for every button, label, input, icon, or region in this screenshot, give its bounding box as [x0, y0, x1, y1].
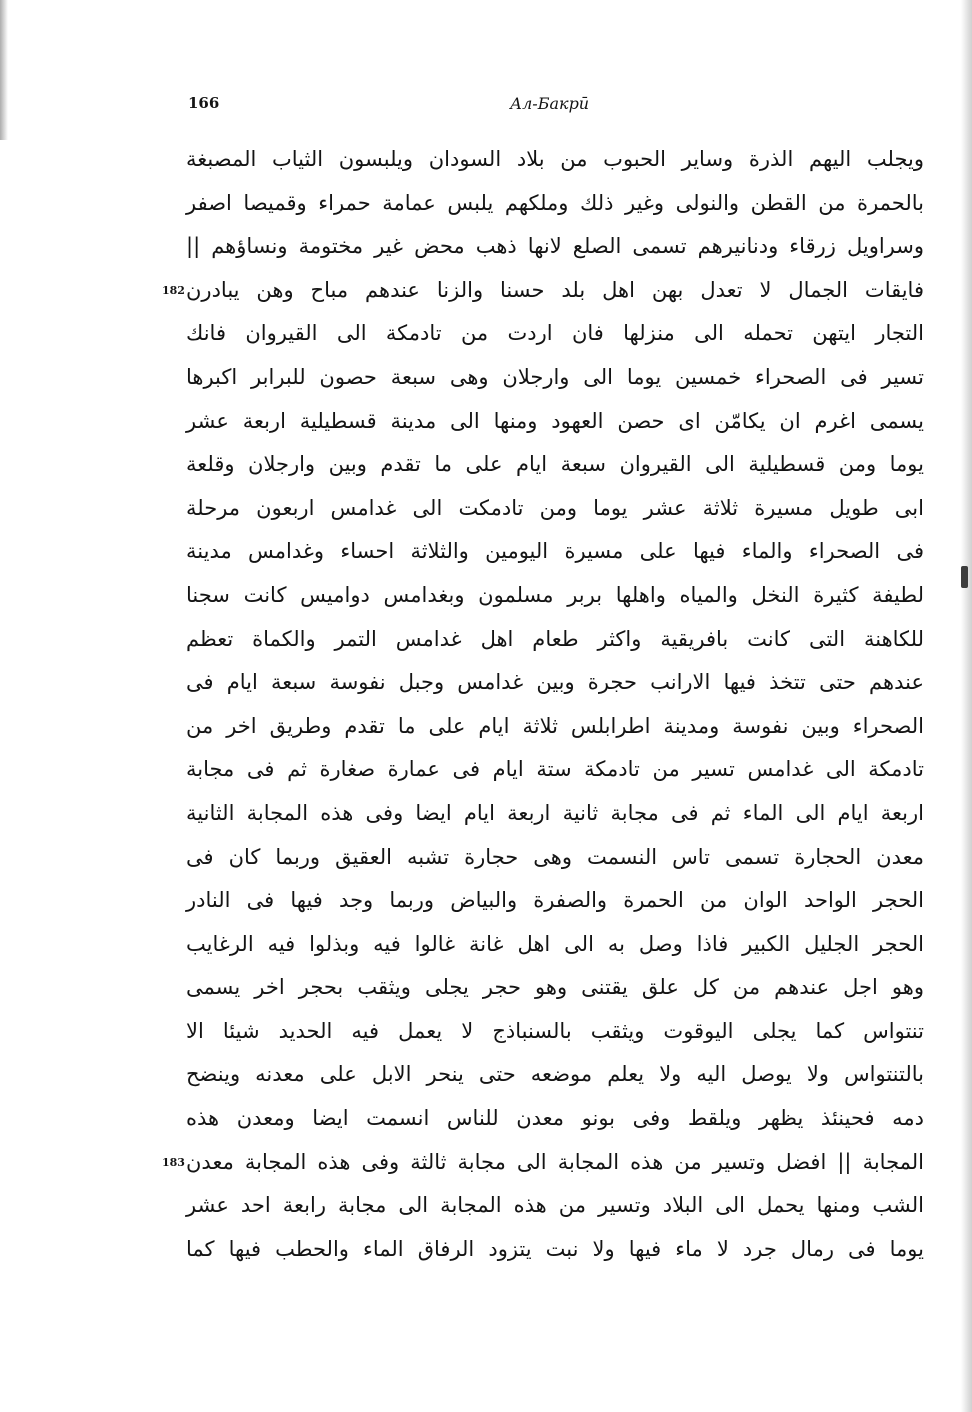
line-text: التجار ايتهن تحمله الى منزلها فان اردت من تادمكة الى القيروان فانك — [186, 321, 924, 346]
line-text: وسراويل زرقاء ودنانيرهم تسمى الصلع لانها ذهب محض غير مختومة ونساؤهم || — [186, 234, 924, 259]
text-line — [186, 443, 924, 487]
line-text: يسمى اغرم ان يكامّن اى حصن العهود ومنها الى مدينة قسطيلية اربعة عشر — [186, 408, 924, 433]
line-text: الشب ومنها يحمل الى البلاد وتسير من هذه المجابة الى مجابة رابعة احد عشر — [186, 1193, 924, 1218]
margin-page-marker: 183 — [162, 1155, 185, 1169]
scan-edge-shadow-right — [958, 0, 972, 1412]
line-text: للكاهنة التى كانت بافريقية واكثر طعام اهل غدامس التمر والكماة تعظم — [186, 626, 924, 651]
text-line — [186, 618, 924, 662]
line-text: لطيفة كثيرة النخل والمياه واهلها بربر مسلمون وبغدامس دواميس كانت سجنا — [186, 582, 924, 607]
line-text: ابى طويل مسيرة ثلاثة عشر يوما ومن تادمكت الى غدامس اربعون مرحلة — [186, 495, 924, 520]
text-line — [162, 1141, 924, 1185]
text-line — [186, 530, 924, 574]
text-line — [186, 182, 924, 226]
text-line — [186, 1010, 924, 1054]
text-line — [186, 1228, 924, 1272]
text-line — [186, 225, 924, 269]
text-line — [186, 312, 924, 356]
line-text: عندهم حتى تتخذ فيها الارانب حجرة وبين غدامس وجبل نفوسة سبعة ايام فى — [186, 670, 924, 695]
text-line — [186, 487, 924, 531]
line-text: الحجر الواحد الوان من الحمرة والصفرة والبياض وربما وجد فيها فى النادر — [186, 888, 924, 913]
line-text: الصحراء وبين نفوسة ومدينة اطرابلس ثلاثة ايام على ما تقدم وطريق اخر من — [186, 713, 924, 738]
text-line — [186, 356, 924, 400]
text-line — [186, 400, 924, 444]
text-line — [162, 269, 924, 313]
line-text: تادمكة الى غدامس تسير من تادمكة ستة ايام فى عمارة صغارة ثم فى مجابة — [186, 757, 924, 782]
margin-page-marker: 182 — [162, 283, 185, 297]
arabic-text-block — [162, 138, 924, 1271]
running-title: Ал-Бакрӣ — [510, 94, 590, 113]
line-text: بالتنتواس ولا يوصل اليه ولا يعلم موضعه حتى ينحر الابل على معدنه وينضح — [186, 1062, 924, 1087]
line-text: اربعة ايام الى الماء ثم فى مجابة ثانية اربعة ايام ايضا وفى هذه المجابة الثانية — [186, 800, 924, 825]
text-line — [186, 574, 924, 618]
line-text: وهو اجل عندهم من كل علق يقتنى وهو حجر يجلى ويثقب بحجر اخر يسمى — [186, 975, 924, 1000]
text-line — [186, 661, 924, 705]
scan-edge-shadow-left — [0, 0, 8, 140]
text-line — [186, 138, 924, 182]
text-line — [186, 748, 924, 792]
text-line — [186, 1184, 924, 1228]
line-text: معدن الحجارة تسمى تاس النسمت وهى حجارة تشبه العقيق وربما كان فى — [186, 844, 924, 869]
text-line — [186, 705, 924, 749]
text-line — [186, 879, 924, 923]
line-text: فى الصحراء والماء فيها على مسيرة اليومين والثلاثة احساء وغدامس مدينة — [186, 539, 924, 564]
text-line — [186, 1097, 924, 1141]
text-line — [186, 966, 924, 1010]
text-line — [186, 923, 924, 967]
line-text: دمه فحينئذ يظهر ويلقط وفى بونو معدن للناس انسمت ايضا ومعدن هذه — [186, 1106, 924, 1131]
line-text: المجابة || افضل وتسير من هذه المجابة الى مجابة ثالثة وفى هذه المجابة معدن — [186, 1149, 924, 1174]
page-header — [188, 94, 928, 120]
line-text: يوما فى رمال جرد لا ماء فيها ولا نبت يتزود الرفاق الماء والحطب فيها كما — [186, 1236, 924, 1261]
page-number: 166 — [188, 94, 220, 112]
scan-margin-mark — [961, 566, 968, 588]
line-text: فايقات الجمال لا تعدل بهن اهل بلد حسنا والزنا عندهم مباح وهن يبادرن — [186, 277, 924, 302]
text-line — [186, 836, 924, 880]
text-line — [186, 792, 924, 836]
line-text: الحجر الجليل الكبير فاذا وصل به الى اهل غانة غالوا فيه وبذلوا فيه الرغايب — [186, 931, 924, 956]
line-text: ويجلب اليهم الذرة وساير الحبوب من بلاد السودان ويلبسون الثياب المصبغة — [186, 147, 924, 171]
line-text: تنتواس كما يجلى اليوقوت ويثقب بالسنباذج لا يعمل فيه الحديد شيئا الا — [186, 1018, 924, 1043]
text-line — [186, 1053, 924, 1097]
line-text: يوما ومن قسطيلية الى القيروان سبعة ايام على ما تقدم وبين وارجلان وقلعة — [186, 452, 924, 477]
line-text: بالحمرة من القطن والنولى وغير ذلك وملكهم يلبس عمامة حمراء وقميصا اصفر — [186, 190, 924, 215]
line-text: تسير فى الصحراء خمسين يوما الى وارجلان وهى سبعة حصون للبرابر اكبرها — [186, 364, 924, 389]
